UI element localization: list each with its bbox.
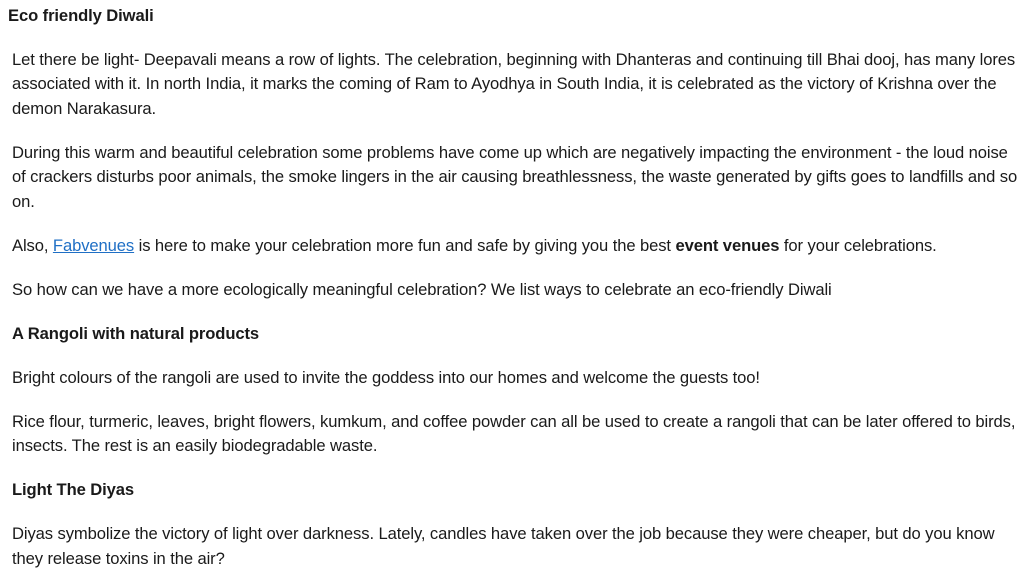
intro-paragraph: Let there be light- Deepavali means a row of lights. The celebration, beginning with Dhanteras and continuing till Bhai dooj, has many lores associated with it. In north India, it marks the coming of Ram to Ayodhya in South India, it is celebrated as the victory of Krishna over the demon Narakasura. (12, 49, 1016, 118)
fabvenues-link[interactable]: Fabvenues (52, 235, 135, 255)
rangoli-paragraph-2: Rice flour, turmeric, leaves, bright flowers, kumkum, and coffee powder can all be used to create a rangoli that can be later offered to birds, insects. The rest is an easily biodegradable waste. (12, 411, 1016, 455)
rangoli-heading: A Rangoli with natural products (12, 323, 260, 343)
diyas-heading: Light The Diyas (12, 480, 135, 499)
rangoli-paragraph-1: Bright colours of the rangoli are used to invite the goddess into our homes and welcome the guests too! (12, 367, 760, 387)
also-prefix: Also, (12, 235, 49, 255)
also-suffix: for your celebrations. (783, 235, 937, 255)
question-paragraph: So how can we have a more ecologically meaningful celebration? We list ways to celebrate an eco-friendly Diwali (12, 279, 832, 299)
fabvenues-paragraph (8, 234, 1018, 259)
diyas-paragraph-1: Diyas symbolize the victory of light over darkness. Lately, candles have taken over the job because they were cheaper, but do you know they release toxins in the air? (12, 524, 995, 568)
document-body (8, 4, 1018, 571)
also-middle: is here to make your celebration more fun and safe by giving you the best (138, 235, 671, 255)
event-venues-bold: event venues (675, 235, 780, 255)
problems-paragraph: During this warm and beautiful celebration some problems have come up which are negatively impacting the environment - the loud noise of crackers disturbs poor animals, the smoke lingers in the air causing breathlessness, the waste generated by gifts goes to landfills and so on. (12, 142, 1018, 211)
document-title: Eco friendly Diwali (8, 6, 154, 25)
